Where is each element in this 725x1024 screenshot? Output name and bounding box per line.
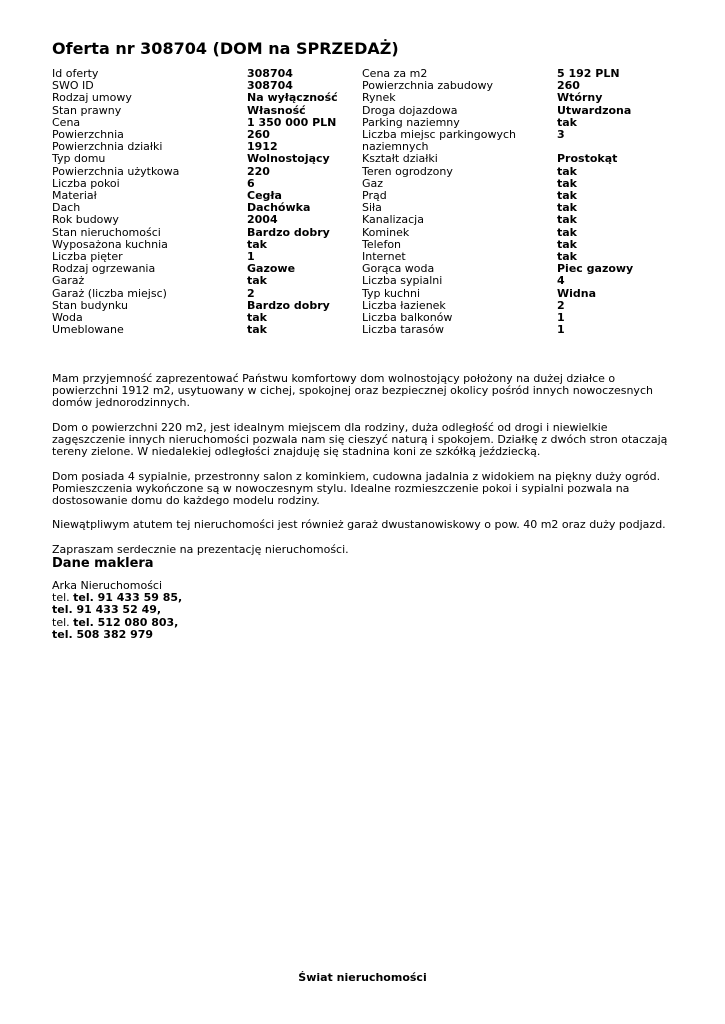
phone-prefix: tel.: [52, 615, 70, 629]
agent-phone-line-4: [52, 629, 182, 641]
property-value: 308704: [247, 79, 293, 93]
offer-title: Oferta nr 308704 (DOM na SPRZEDAŻ): [52, 39, 399, 58]
property-value: tak: [557, 189, 577, 203]
property-label: Liczba balkonów: [362, 311, 453, 325]
property-value: tak: [557, 164, 577, 178]
property-label: Liczba sypialni: [362, 274, 443, 288]
property-value: Dachówka: [247, 201, 311, 215]
property-row: [52, 300, 338, 312]
property-label: Rynek: [362, 91, 396, 105]
property-value: Gazowe: [247, 262, 296, 276]
property-label: Rodzaj umowy: [52, 91, 132, 105]
property-label: Garaż: [52, 274, 85, 288]
property-value: Bardzo dobry: [247, 225, 330, 239]
agent-heading: Dane maklera: [52, 556, 154, 571]
property-label: Stan prawny: [52, 103, 122, 117]
property-row: [52, 227, 338, 239]
property-value: 308704: [247, 67, 293, 80]
property-label: Id oferty: [52, 67, 99, 80]
property-value: Prostokąt: [557, 152, 618, 166]
property-row: [52, 153, 338, 165]
property-value: 4: [557, 274, 565, 288]
property-label: Telefon: [362, 237, 402, 251]
property-label: Powierzchnia działki: [52, 140, 163, 154]
property-label: Parking naziemny: [362, 115, 460, 129]
property-row: [362, 214, 633, 226]
property-label: Powierzchnia zabudowy: [362, 79, 494, 93]
property-label: Siła: [362, 201, 382, 215]
property-row: [362, 166, 633, 178]
property-row: [362, 324, 633, 336]
agent-contact: [52, 580, 182, 641]
property-row: [362, 153, 633, 165]
property-value: tak: [557, 237, 577, 251]
property-value: 2: [247, 286, 255, 300]
property-label: Typ domu: [52, 152, 106, 166]
property-row: [52, 68, 338, 80]
property-value: Widna: [557, 286, 597, 300]
property-label: Liczba tarasów: [362, 323, 445, 337]
property-label: Gorąca woda: [362, 262, 435, 276]
description-paragraph: Dom posiada 4 sypialnie, przestronny salon z kominkiem, cudowna jadalnia z widokiem na piękny duży ogród. Pomieszczenia wykończone są w nowoczesnym stylu. Idealne rozmieszczenie pokoi i sypialni pozwala na dostosowanie domu do każdego modelu rodziny.: [52, 469, 661, 507]
property-row: [52, 275, 338, 287]
property-value: tak: [557, 213, 577, 227]
property-label: Liczba łazienek: [362, 298, 446, 312]
property-value: 2: [557, 298, 565, 312]
description: [52, 373, 682, 568]
property-label: Materiał: [52, 189, 97, 203]
property-label: Dach: [52, 201, 81, 215]
property-label: Liczba miejsc parkingowych naziemnych: [362, 128, 516, 154]
property-value: tak: [557, 115, 577, 129]
property-label: Umeblowane: [52, 323, 124, 337]
property-value: 260: [557, 79, 580, 93]
property-value: tak: [247, 274, 267, 288]
property-label: Prąd: [362, 189, 387, 203]
property-value: 1: [247, 250, 255, 264]
property-label: Liczba pokoi: [52, 176, 120, 190]
properties-left-column: [52, 68, 338, 336]
property-label: Kanalizacja: [362, 213, 424, 227]
property-value: Na wyłączność: [247, 91, 338, 105]
property-value: tak: [247, 323, 267, 337]
property-row: [52, 263, 338, 275]
property-label: Internet: [362, 250, 406, 264]
property-value: tak: [557, 176, 577, 190]
property-label: Gaz: [362, 176, 384, 190]
property-label: Wyposażona kuchnia: [52, 237, 168, 251]
property-value: tak: [247, 237, 267, 251]
property-value: tak: [247, 311, 267, 325]
agent-company: Arka Nieruchomości: [52, 579, 163, 592]
property-value: 1 350 000 PLN: [247, 115, 337, 129]
property-value: 5 192 PLN: [557, 67, 620, 80]
property-value: 3: [557, 128, 565, 142]
property-row: [362, 178, 633, 190]
agent-phone-2: tel. 91 433 52 49,: [52, 603, 162, 617]
property-value: 2004: [247, 213, 278, 227]
property-label: Rok budowy: [52, 213, 119, 227]
property-value: 260: [247, 128, 270, 142]
property-label: Kształt działki: [362, 152, 438, 166]
property-value: Bardzo dobry: [247, 298, 330, 312]
property-value: tak: [557, 250, 577, 264]
property-value: tak: [557, 201, 577, 215]
agent-phone-1: tel. 91 433 59 85,: [73, 591, 183, 605]
property-value: 1: [557, 323, 565, 337]
description-paragraph: Zapraszam serdecznie na prezentację nieruchomości.: [52, 542, 349, 556]
property-row: [52, 214, 338, 226]
description-paragraph: Niewątpliwym atutem tej nieruchomości jest również garaż dwustanowiskowy o pow. 40 m2 oraz duży podjazd.: [52, 518, 666, 532]
agent-phone-4: tel. 508 382 979: [52, 627, 154, 641]
property-label: Powierzchnia: [52, 128, 124, 142]
property-row: [362, 92, 633, 104]
property-label: Woda: [52, 311, 83, 325]
property-value: tak: [557, 225, 577, 239]
property-label: Kominek: [362, 225, 410, 239]
property-value: Utwardzona: [557, 103, 632, 117]
description-paragraph: Mam przyjemność zaprezentować Państwu komfortowy dom wolnostojący położony na dużej działce o powierzchni 1912 m2, usytuowany w cichej, spokojnej oraz bezpiecznej okolicy pośród innych nowoczesnych domów jednorodzinnych.: [52, 372, 653, 410]
property-value: 220: [247, 164, 270, 178]
property-label: Powierzchnia użytkowa: [52, 164, 180, 178]
footer-brand: Świat nieruchomości: [298, 971, 427, 984]
property-row: [362, 190, 633, 202]
property-row: [362, 105, 633, 117]
property-row: [362, 275, 633, 287]
property-label: Typ kuchni: [362, 286, 421, 300]
description-paragraph: Dom o powierzchni 220 m2, jest idealnym miejscem dla rodziny, duża odległość od drogi i niewielkie zagęszczenie innych nieruchomości pozwala nam się cieszyć naturą i spokojem. Działkę z dwóch stron otaczają tereny zielone. W niedalekiej odległości znajduję się stadnina koni ze szkółką jeździecką.: [52, 420, 668, 459]
property-label: Rodzaj ogrzewania: [52, 262, 156, 276]
phone-prefix: tel.: [52, 591, 70, 605]
property-label: Cena: [52, 115, 81, 129]
property-row: [362, 129, 633, 153]
property-label: Stan nieruchomości: [52, 225, 161, 239]
property-row: [52, 92, 338, 104]
property-label: Droga dojazdowa: [362, 103, 458, 117]
property-label: Liczba pięter: [52, 250, 123, 264]
property-row: [362, 227, 633, 239]
property-row: [52, 324, 338, 336]
property-label: SWO ID: [52, 79, 94, 93]
property-label: Stan budynku: [52, 298, 128, 312]
property-value: 1: [557, 311, 565, 325]
property-value: Wtórny: [557, 91, 603, 105]
property-value: 1912: [247, 140, 278, 154]
agent-phone-3: tel. 512 080 803,: [73, 615, 179, 629]
property-row: [52, 105, 338, 117]
property-label: Cena za m2: [362, 67, 428, 80]
property-value: Własność: [247, 103, 306, 117]
property-value: Wolnostojący: [247, 152, 330, 166]
property-value: Cegła: [247, 189, 282, 203]
property-value: Piec gazowy: [557, 262, 634, 276]
property-row: [52, 166, 338, 178]
property-label: Garaż (liczba miejsc): [52, 286, 167, 300]
property-label: Teren ogrodzony: [362, 164, 453, 178]
properties-right-column: [362, 68, 633, 336]
property-value: 6: [247, 176, 255, 190]
